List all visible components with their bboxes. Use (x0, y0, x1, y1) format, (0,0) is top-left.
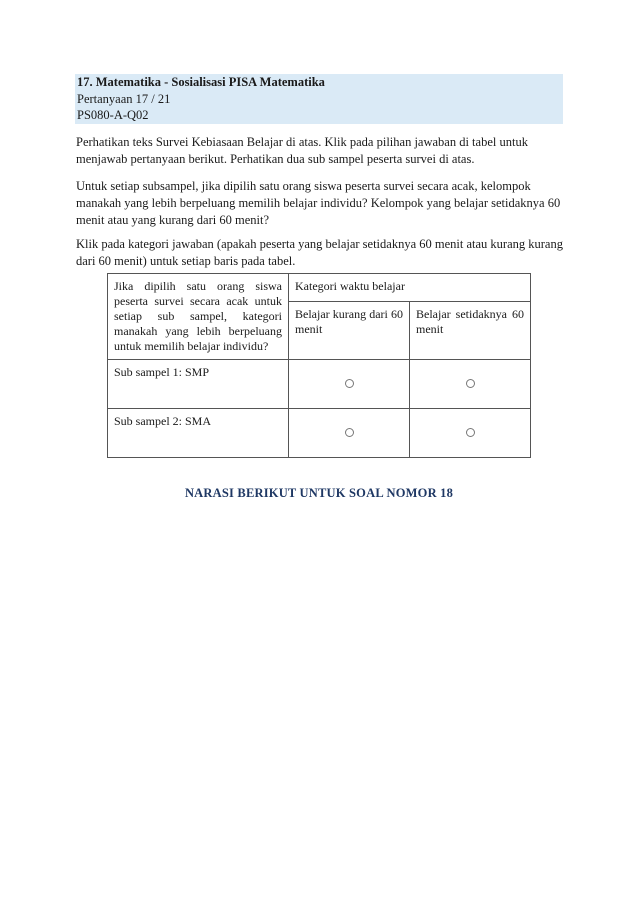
instruction-paragraph: Perhatikan teks Survei Kebiasaan Belajar di atas. Klik pada pilihan jawaban di tabel untuk menjawab pertanyaan berikut. Perhatikan dua sub sampel peserta survei di atas. (76, 135, 528, 166)
radio-smp-at-least-60[interactable] (466, 379, 475, 388)
option-at-least-60-header: Belajar setidaknya 60 menit (410, 302, 531, 360)
radio-smp-less-60[interactable] (345, 379, 354, 388)
question-header (75, 74, 563, 124)
next-narrative-heading: NARASI BERIKUT UNTUK SOAL NOMOR 18 (184, 486, 454, 500)
question-paragraph: Untuk setiap subsampel, jika dipilih satu orang siswa peserta survei secara acak, kelompok manakah yang lebih berpeluang memilih belajar individu? Kelompok yang belajar setidaknya 60 menit atau yang kurang dari 60 menit? (76, 179, 561, 227)
table-row (108, 409, 531, 458)
category-header: Kategori waktu belajar (289, 274, 531, 302)
radio-sma-less-60[interactable] (345, 428, 354, 437)
question-title: 17. Matematika - Sosialisasi PISA Matematika (77, 75, 325, 89)
answer-table (107, 273, 531, 458)
question-code: PS080-A-Q02 (77, 108, 149, 122)
option-less-60-header: Belajar kurang dari 60 menit (289, 302, 410, 360)
row-label-sma: Sub sampel 2: SMA (108, 409, 289, 458)
radio-sma-at-least-60[interactable] (466, 428, 475, 437)
row-label-smp: Sub sampel 1: SMP (108, 360, 289, 409)
answer-instruction-paragraph: Klik pada kategori jawaban (apakah peserta yang belajar setidaknya 60 menit atau kurang kurang dari 60 menit) untuk setiap baris pada tabel. (76, 237, 563, 268)
question-progress: Pertanyaan 17 / 21 (77, 91, 171, 106)
table-question-cell: Jika dipilih satu orang siswa peserta survei secara acak untuk setiap sub sampel, kategori manakah yang lebih berpeluang untuk memilih belajar individu? (108, 274, 289, 360)
table-row (108, 360, 531, 409)
